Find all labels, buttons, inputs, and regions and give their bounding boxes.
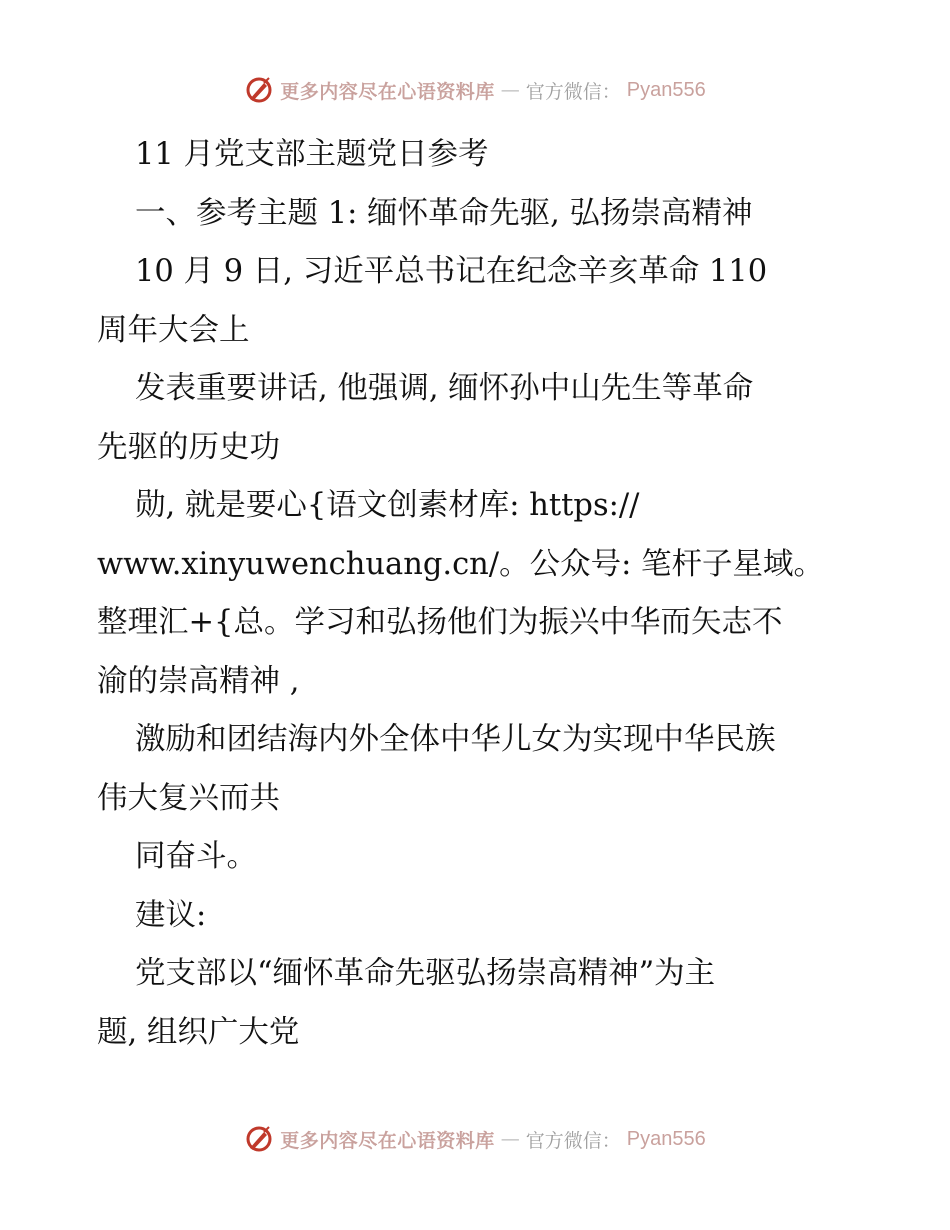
document-line: 党支部以“缅怀革命先驱弘扬崇高精神”为主 xyxy=(135,956,716,991)
document-line: 勋, 就是要心{语文创素材库: https:// xyxy=(135,488,640,523)
footer-banner-separator: — xyxy=(500,1128,520,1150)
document-line: 题, 组织广大党 xyxy=(97,1014,300,1050)
header-wechat-id: Pyan556 xyxy=(626,78,706,101)
document-line: www.xinyuwenchuang.cn/。公众号: 笔杆子星域。 xyxy=(97,546,825,582)
header-banner-text: 更多内容尽在心语资料库 xyxy=(280,80,495,103)
quill-logo-icon xyxy=(244,75,274,105)
header-banner xyxy=(0,72,950,108)
document-line: 整理汇+{总。学习和弘扬他们为振兴中华而矢志不 xyxy=(97,605,783,640)
document-line: 周年大会上 xyxy=(97,312,250,348)
header-wechat-label: 官方微信： xyxy=(525,80,621,103)
footer-wechat-id: Pyan556 xyxy=(626,1127,706,1150)
header-banner-separator: — xyxy=(500,79,520,101)
footer-banner xyxy=(0,1121,950,1157)
document-body xyxy=(97,126,857,1062)
document-line: 一、参考主题 1: 缅怀革命先驱, 弘扬崇高精神 xyxy=(135,195,753,231)
document-line: 激励和团结海内外全体中华儿女为实现中华民族 xyxy=(135,722,776,757)
document-line: 先驱的历史功 xyxy=(97,429,280,465)
header-banner-content xyxy=(244,75,706,105)
document-line: 10 月 9 日, 习近平总书记在纪念辛亥革命 110 xyxy=(135,254,768,289)
document-line: 渝的崇高精神 , xyxy=(97,663,300,699)
document-line: 发表重要讲话, 他强调, 缅怀孙中山先生等革命 xyxy=(135,371,754,406)
document-line: 同奋斗。 xyxy=(135,839,257,874)
footer-banner-text: 更多内容尽在心语资料库 xyxy=(280,1129,495,1152)
footer-wechat-label: 官方微信： xyxy=(525,1129,621,1152)
quill-logo-icon xyxy=(244,1124,274,1154)
footer-banner-content xyxy=(244,1124,706,1154)
document-line: 建议: xyxy=(135,897,207,933)
document-line: 11 月党支部主题党日参考 xyxy=(135,137,489,172)
document-line: 伟大复兴而共 xyxy=(97,780,280,816)
